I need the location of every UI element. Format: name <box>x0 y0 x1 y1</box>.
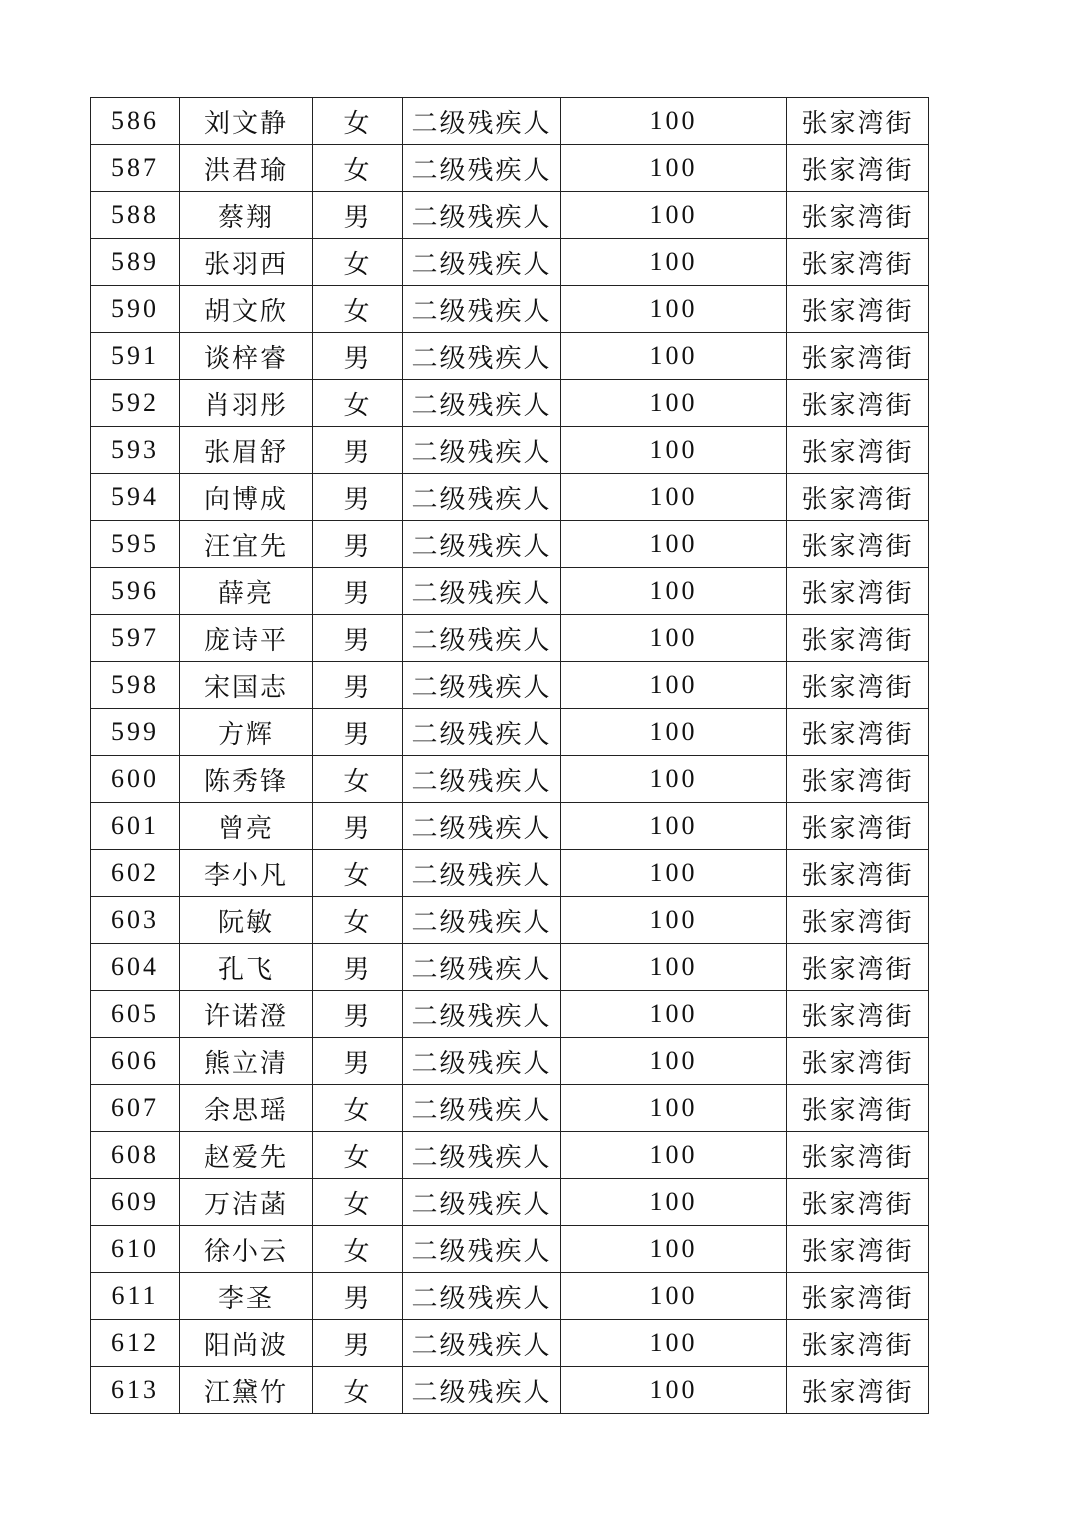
disability-level-cell: 二级残疾人 <box>403 709 561 756</box>
person-name-cell: 方辉 <box>180 709 313 756</box>
street-cell: 张家湾街 <box>787 1085 929 1132</box>
amount-cell: 100 <box>561 474 787 521</box>
gender-cell: 男 <box>313 333 403 380</box>
row-number-cell: 603 <box>91 897 180 944</box>
row-number-cell: 587 <box>91 145 180 192</box>
disability-level-cell: 二级残疾人 <box>403 427 561 474</box>
street-cell: 张家湾街 <box>787 944 929 991</box>
street-cell: 张家湾街 <box>787 615 929 662</box>
amount-cell: 100 <box>561 427 787 474</box>
table-row <box>91 568 929 615</box>
row-number-cell: 612 <box>91 1320 180 1367</box>
row-number-cell: 592 <box>91 380 180 427</box>
row-number-cell: 589 <box>91 239 180 286</box>
table-row <box>91 1226 929 1273</box>
disability-level-cell: 二级残疾人 <box>403 756 561 803</box>
row-number-cell: 613 <box>91 1367 180 1414</box>
table-row <box>91 1273 929 1320</box>
street-cell: 张家湾街 <box>787 1367 929 1414</box>
street-cell: 张家湾街 <box>787 1226 929 1273</box>
street-cell: 张家湾街 <box>787 1132 929 1179</box>
table-row <box>91 1320 929 1367</box>
disability-level-cell: 二级残疾人 <box>403 1038 561 1085</box>
amount-cell: 100 <box>561 239 787 286</box>
table-row <box>91 333 929 380</box>
amount-cell: 100 <box>561 662 787 709</box>
table-row <box>91 803 929 850</box>
row-number-cell: 610 <box>91 1226 180 1273</box>
amount-cell: 100 <box>561 1367 787 1414</box>
row-number-cell: 611 <box>91 1273 180 1320</box>
person-name-cell: 赵爱先 <box>180 1132 313 1179</box>
row-number-cell: 607 <box>91 1085 180 1132</box>
street-cell: 张家湾街 <box>787 239 929 286</box>
person-name-cell: 阳尚波 <box>180 1320 313 1367</box>
street-cell: 张家湾街 <box>787 380 929 427</box>
amount-cell: 100 <box>561 897 787 944</box>
street-cell: 张家湾街 <box>787 286 929 333</box>
disability-level-cell: 二级残疾人 <box>403 1179 561 1226</box>
person-name-cell: 阮敏 <box>180 897 313 944</box>
amount-cell: 100 <box>561 756 787 803</box>
row-number-cell: 600 <box>91 756 180 803</box>
person-name-cell: 汪宜先 <box>180 521 313 568</box>
gender-cell: 女 <box>313 850 403 897</box>
gender-cell: 女 <box>313 1085 403 1132</box>
amount-cell: 100 <box>561 944 787 991</box>
disability-level-cell: 二级残疾人 <box>403 239 561 286</box>
disability-level-cell: 二级残疾人 <box>403 1226 561 1273</box>
gender-cell: 男 <box>313 944 403 991</box>
table-row <box>91 756 929 803</box>
person-name-cell: 肖羽彤 <box>180 380 313 427</box>
person-name-cell: 庞诗平 <box>180 615 313 662</box>
person-name-cell: 熊立清 <box>180 1038 313 1085</box>
row-number-cell: 597 <box>91 615 180 662</box>
gender-cell: 女 <box>313 98 403 145</box>
table-row <box>91 98 929 145</box>
gender-cell: 女 <box>313 897 403 944</box>
amount-cell: 100 <box>561 1226 787 1273</box>
row-number-cell: 606 <box>91 1038 180 1085</box>
gender-cell: 女 <box>313 145 403 192</box>
person-name-cell: 蔡翔 <box>180 192 313 239</box>
amount-cell: 100 <box>561 333 787 380</box>
gender-cell: 男 <box>313 192 403 239</box>
gender-cell: 男 <box>313 1320 403 1367</box>
person-name-cell: 张羽西 <box>180 239 313 286</box>
person-name-cell: 向博成 <box>180 474 313 521</box>
street-cell: 张家湾街 <box>787 145 929 192</box>
row-number-cell: 598 <box>91 662 180 709</box>
street-cell: 张家湾街 <box>787 333 929 380</box>
table-row <box>91 991 929 1038</box>
street-cell: 张家湾街 <box>787 850 929 897</box>
gender-cell: 女 <box>313 1226 403 1273</box>
row-number-cell: 593 <box>91 427 180 474</box>
disability-level-cell: 二级残疾人 <box>403 897 561 944</box>
table-row <box>91 850 929 897</box>
table-row <box>91 380 929 427</box>
person-name-cell: 孔飞 <box>180 944 313 991</box>
gender-cell: 男 <box>313 991 403 1038</box>
person-name-cell: 李小凡 <box>180 850 313 897</box>
person-name-cell: 洪君瑜 <box>180 145 313 192</box>
disability-level-cell: 二级残疾人 <box>403 1367 561 1414</box>
person-name-cell: 徐小云 <box>180 1226 313 1273</box>
row-number-cell: 596 <box>91 568 180 615</box>
person-name-cell: 刘文静 <box>180 98 313 145</box>
street-cell: 张家湾街 <box>787 803 929 850</box>
disability-level-cell: 二级残疾人 <box>403 662 561 709</box>
amount-cell: 100 <box>561 1085 787 1132</box>
street-cell: 张家湾街 <box>787 98 929 145</box>
disability-level-cell: 二级残疾人 <box>403 474 561 521</box>
disability-level-cell: 二级残疾人 <box>403 333 561 380</box>
row-number-cell: 591 <box>91 333 180 380</box>
row-number-cell: 586 <box>91 98 180 145</box>
person-name-cell: 余思瑶 <box>180 1085 313 1132</box>
gender-cell: 男 <box>313 662 403 709</box>
row-number-cell: 608 <box>91 1132 180 1179</box>
table-row <box>91 897 929 944</box>
person-name-cell: 宋国志 <box>180 662 313 709</box>
table-row <box>91 1038 929 1085</box>
amount-cell: 100 <box>561 380 787 427</box>
person-name-cell: 李圣 <box>180 1273 313 1320</box>
gender-cell: 女 <box>313 1132 403 1179</box>
table-row <box>91 1367 929 1414</box>
amount-cell: 100 <box>561 1038 787 1085</box>
gender-cell: 女 <box>313 286 403 333</box>
disability-level-cell: 二级残疾人 <box>403 286 561 333</box>
disability-level-cell: 二级残疾人 <box>403 803 561 850</box>
table-body <box>91 98 929 1414</box>
person-name-cell: 万洁菡 <box>180 1179 313 1226</box>
disability-level-cell: 二级残疾人 <box>403 568 561 615</box>
disability-level-cell: 二级残疾人 <box>403 991 561 1038</box>
amount-cell: 100 <box>561 98 787 145</box>
gender-cell: 女 <box>313 756 403 803</box>
disability-level-cell: 二级残疾人 <box>403 615 561 662</box>
street-cell: 张家湾街 <box>787 427 929 474</box>
person-name-cell: 陈秀锋 <box>180 756 313 803</box>
gender-cell: 男 <box>313 1038 403 1085</box>
person-name-cell: 曾亮 <box>180 803 313 850</box>
row-number-cell: 604 <box>91 944 180 991</box>
person-name-cell: 胡文欣 <box>180 286 313 333</box>
table-row <box>91 239 929 286</box>
gender-cell: 男 <box>313 568 403 615</box>
table-row <box>91 427 929 474</box>
street-cell: 张家湾街 <box>787 1038 929 1085</box>
gender-cell: 女 <box>313 1179 403 1226</box>
amount-cell: 100 <box>561 145 787 192</box>
street-cell: 张家湾街 <box>787 1273 929 1320</box>
table-row <box>91 286 929 333</box>
amount-cell: 100 <box>561 1273 787 1320</box>
amount-cell: 100 <box>561 991 787 1038</box>
table-row <box>91 944 929 991</box>
amount-cell: 100 <box>561 521 787 568</box>
row-number-cell: 590 <box>91 286 180 333</box>
row-number-cell: 594 <box>91 474 180 521</box>
row-number-cell: 601 <box>91 803 180 850</box>
amount-cell: 100 <box>561 1132 787 1179</box>
disability-level-cell: 二级残疾人 <box>403 1085 561 1132</box>
amount-cell: 100 <box>561 850 787 897</box>
gender-cell: 女 <box>313 239 403 286</box>
gender-cell: 男 <box>313 474 403 521</box>
street-cell: 张家湾街 <box>787 756 929 803</box>
amount-cell: 100 <box>561 1320 787 1367</box>
table-row <box>91 145 929 192</box>
person-name-cell: 江黛竹 <box>180 1367 313 1414</box>
row-number-cell: 588 <box>91 192 180 239</box>
gender-cell: 男 <box>313 521 403 568</box>
street-cell: 张家湾街 <box>787 897 929 944</box>
gender-cell: 男 <box>313 427 403 474</box>
disability-level-cell: 二级残疾人 <box>403 380 561 427</box>
table-row <box>91 1132 929 1179</box>
amount-cell: 100 <box>561 615 787 662</box>
street-cell: 张家湾街 <box>787 568 929 615</box>
row-number-cell: 602 <box>91 850 180 897</box>
row-number-cell: 609 <box>91 1179 180 1226</box>
disability-level-cell: 二级残疾人 <box>403 1273 561 1320</box>
street-cell: 张家湾街 <box>787 474 929 521</box>
disability-level-cell: 二级残疾人 <box>403 192 561 239</box>
amount-cell: 100 <box>561 286 787 333</box>
disability-level-cell: 二级残疾人 <box>403 521 561 568</box>
street-cell: 张家湾街 <box>787 991 929 1038</box>
person-name-cell: 薛亮 <box>180 568 313 615</box>
person-name-cell: 张眉舒 <box>180 427 313 474</box>
table-row <box>91 1179 929 1226</box>
amount-cell: 100 <box>561 1179 787 1226</box>
disability-level-cell: 二级残疾人 <box>403 145 561 192</box>
disability-level-cell: 二级残疾人 <box>403 850 561 897</box>
table-row <box>91 192 929 239</box>
street-cell: 张家湾街 <box>787 709 929 756</box>
table-row <box>91 615 929 662</box>
street-cell: 张家湾街 <box>787 192 929 239</box>
row-number-cell: 605 <box>91 991 180 1038</box>
row-number-cell: 599 <box>91 709 180 756</box>
amount-cell: 100 <box>561 192 787 239</box>
row-number-cell: 595 <box>91 521 180 568</box>
table-row <box>91 662 929 709</box>
disability-level-cell: 二级残疾人 <box>403 944 561 991</box>
street-cell: 张家湾街 <box>787 521 929 568</box>
table-row <box>91 1085 929 1132</box>
beneficiary-table <box>90 97 929 1414</box>
gender-cell: 女 <box>313 380 403 427</box>
gender-cell: 男 <box>313 803 403 850</box>
gender-cell: 女 <box>313 1367 403 1414</box>
table-row <box>91 474 929 521</box>
street-cell: 张家湾街 <box>787 1179 929 1226</box>
disability-level-cell: 二级残疾人 <box>403 98 561 145</box>
amount-cell: 100 <box>561 568 787 615</box>
gender-cell: 男 <box>313 709 403 756</box>
street-cell: 张家湾街 <box>787 662 929 709</box>
disability-level-cell: 二级残疾人 <box>403 1132 561 1179</box>
gender-cell: 男 <box>313 615 403 662</box>
person-name-cell: 许诺澄 <box>180 991 313 1038</box>
amount-cell: 100 <box>561 803 787 850</box>
street-cell: 张家湾街 <box>787 1320 929 1367</box>
gender-cell: 男 <box>313 1273 403 1320</box>
person-name-cell: 谈梓睿 <box>180 333 313 380</box>
table-row <box>91 709 929 756</box>
amount-cell: 100 <box>561 709 787 756</box>
disability-level-cell: 二级残疾人 <box>403 1320 561 1367</box>
table-row <box>91 521 929 568</box>
